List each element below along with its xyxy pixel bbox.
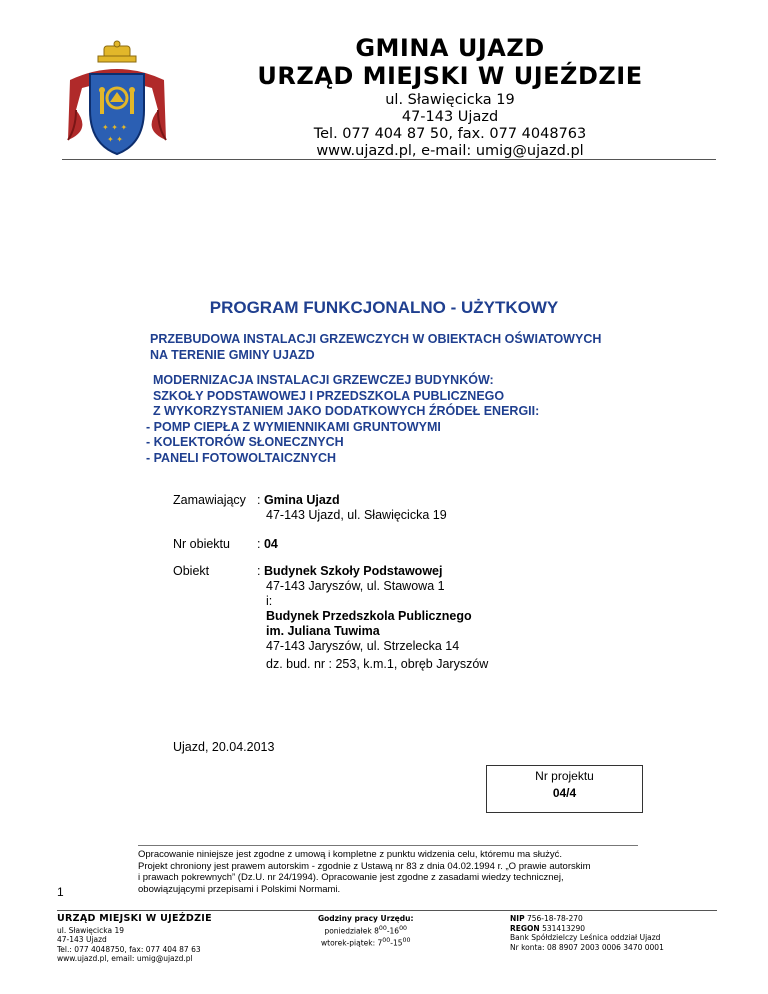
regon-line: REGON 531413290 (510, 923, 586, 933)
footer-postal: 47-143 Ujazd (57, 935, 107, 944)
obiekt-address-1: 47-143 Jaryszów, ul. Stawowa 1 (266, 579, 445, 593)
nr-obiektu-label: Nr obiektu (173, 537, 230, 551)
coat-of-arms-icon (62, 40, 172, 158)
nr-obiektu-number: 04 (263, 537, 278, 551)
zamawiajacy-value: : Gmina Ujazd 47-143 Ujazd, ul. Sławięcicka 19 (257, 493, 447, 522)
subtitle-2-line: MODERNIZACJA INSTALACJI GRZEWCZEJ BUDYNKÓW: (146, 373, 494, 387)
header-phone: Tel. 077 404 87 50, fax. 077 4048763 (313, 126, 587, 142)
project-number-box (486, 765, 643, 813)
subtitle-2-line: - POMP CIEPŁA Z WYMIENNIKAMI GRUNTOWYMI (146, 419, 441, 434)
hours-title: Godziny pracy Urzędu: (318, 914, 414, 923)
subtitle-2-line: Z WYKORZYSTANIEM JAKO DODATKOWYCH ŹRÓDEŁ ENERGII: (146, 404, 540, 418)
header-street: ul. Sławięcicka 19 (385, 92, 515, 108)
program-title: PROGRAM FUNKCJONALNO - UŻYTKOWY (209, 298, 559, 317)
notice-line: obowiązującymi przepisami i Polskimi Normami. (138, 883, 341, 895)
footer-phone: Tel.: 077 4048750, fax: 077 404 87 63 (57, 944, 201, 954)
project-number: 04/4 (552, 786, 577, 800)
header-web: www.ujazd.pl, e-mail: umig@ujazd.pl (316, 143, 584, 159)
footer-hours (318, 914, 413, 948)
subtitle-2-line: SZKOŁY PODSTAWOWEJ I PRZEDSZKOLA PUBLICZNEGO (146, 388, 505, 403)
footer-office (57, 914, 212, 964)
subtitle-2-line: - PANELI FOTOWOLTAICZNYCH (146, 450, 337, 465)
footer-street: ul. Sławięcicka 19 (57, 925, 124, 935)
footer-office-name: URZĄD MIEJSKI W UJEŹDZIE (57, 913, 212, 924)
zamawiajacy-address: 47-143 Ujazd, ul. Sławięcicka 19 (266, 508, 447, 522)
notice-divider (138, 845, 638, 846)
header-divider (62, 159, 716, 160)
notice-line: Projekt chroniony jest prawem autorskim - zgodnie z Ustawą nr 83 z dnia 04.02.1994 r. „O prawie autorskim (138, 860, 591, 872)
footer-web: www.ujazd.pl, email: umig@ujazd.pl (57, 954, 193, 963)
subtitle-2-line: - KOLEKTORÓW SŁONECZNYCH (146, 435, 344, 449)
obiekt-name-2a: Budynek Przedszkola Publicznego (266, 609, 472, 623)
program-subtitle-2 (146, 373, 539, 466)
header-postal: 47-143 Ujazd (401, 109, 499, 125)
dz-bud: dz. bud. nr : 253, k.m.1, obręb Jaryszów (266, 657, 489, 671)
subtitle-1-line: NA TERENIE GMINY UJAZD (150, 347, 315, 362)
page-number: 1 (57, 885, 64, 899)
hours-tue: wtorek-piątek: $7^{00}-15^{00}$ (321, 936, 411, 947)
nip-line: NIP 756-18-78-270 (510, 914, 583, 923)
notice-line: Opracowanie niniejsze jest zgodne z umową i kompletne z punktu widzenia celu, któremu ma służyć. (138, 849, 563, 860)
program-subtitle-1 (150, 332, 601, 363)
nr-obiektu-value: : 04 (257, 537, 278, 551)
obiekt-address-2: 47-143 Jaryszów, ul. Strzelecka 14 (266, 639, 460, 653)
subtitle-1-line: PRZEBUDOWA INSTALACJI GRZEWCZYCH W OBIEKTACH OŚWIATOWYCH (150, 332, 602, 346)
hours-mon: poniedziałek $8^{00}-16^{00}$ (324, 924, 408, 935)
header-title-line2: URZĄD MIEJSKI W UJEŹDZIE (257, 62, 643, 90)
footer-bank (510, 914, 664, 952)
zamawiajacy-label: Zamawiający (173, 493, 246, 507)
obiekt-value: : Budynek Szkoły Podstawowej 47-143 Jaryszów, ul. Stawowa 1 i: Budynek Przedszkola Publicznego im. Juliana Tuwima 47-143 Jaryszów, ul. Strzelecka 14 (257, 564, 472, 653)
notice-line: i prawach pokrewnych” (Dz.U. nr 24/1994). Opracowanie jest zgodne z zasadami wiedzy technicznej, (138, 872, 564, 883)
obiekt-name-2b: im. Juliana Tuwima (266, 624, 380, 638)
copyright-notice (138, 849, 638, 895)
svg-text:✦ ✦ ✦: ✦ ✦ ✦ (102, 123, 128, 132)
footer-divider (57, 910, 717, 911)
project-label: Nr projektu (535, 769, 594, 783)
document-date: Ujazd, 20.04.2013 (173, 740, 275, 754)
bank-account: Nr konta: 08 8907 2003 0006 3470 0001 (510, 942, 664, 952)
svg-text:✦ ✦: ✦ ✦ (107, 135, 123, 144)
zamawiajacy-name: Gmina Ujazd (263, 493, 340, 507)
obiekt-and: i: (266, 594, 273, 608)
obiekt-name-1: Budynek Szkoły Podstawowej (263, 564, 443, 578)
bank-name: Bank Spółdzielczy Leśnica oddział Ujazd (510, 933, 661, 942)
header-title-line1: GMINA UJAZD (355, 34, 545, 62)
obiekt-label: Obiekt (173, 564, 210, 578)
